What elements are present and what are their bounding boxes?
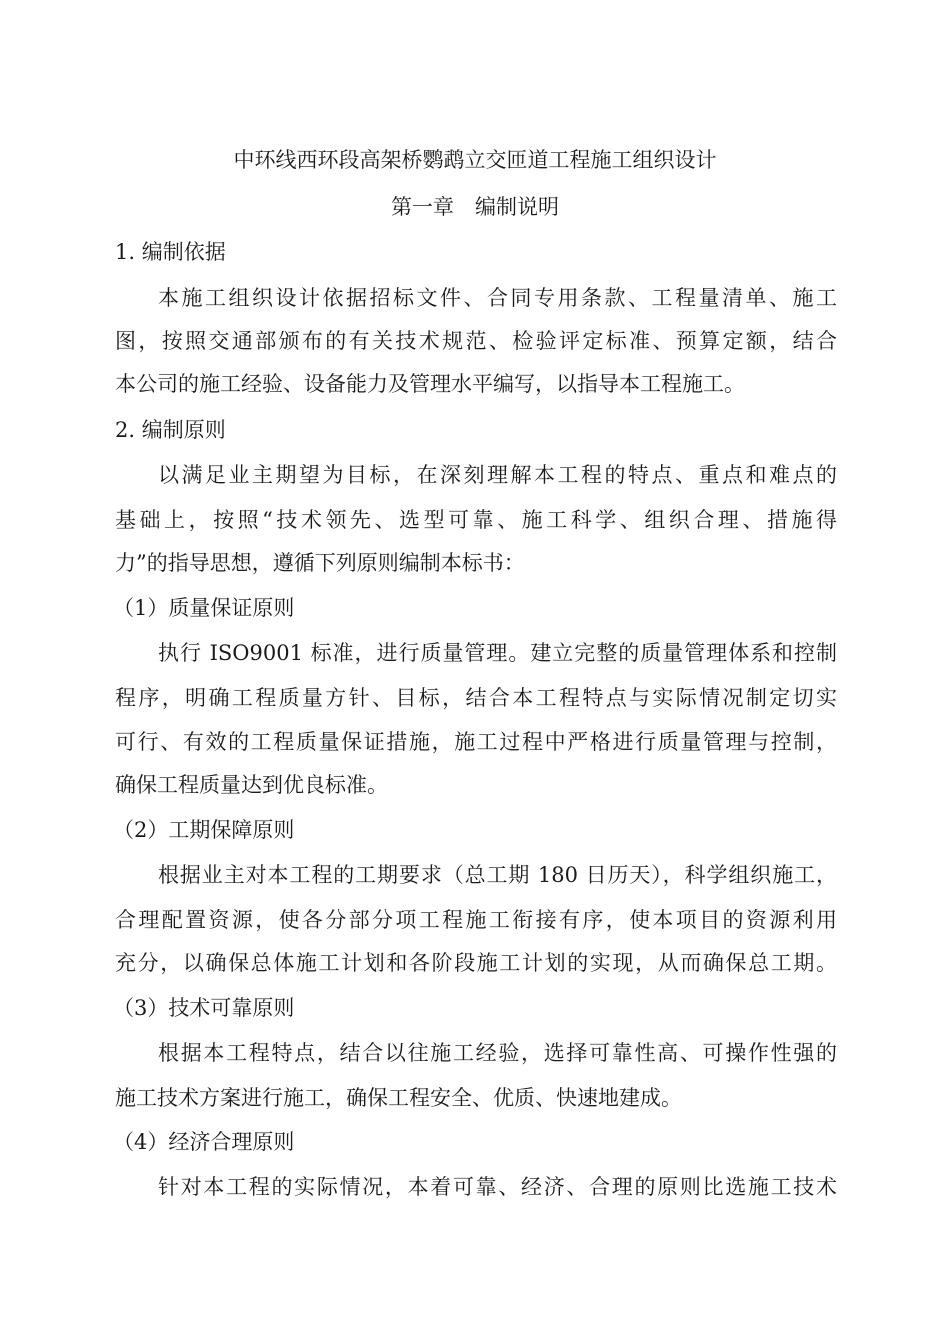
principle-heading: （4）经济合理原则 (113, 1130, 295, 1154)
chapter-heading: 第一章 编制说明 (391, 195, 559, 219)
section-heading: 2. 编制原则 (115, 418, 226, 442)
principle-heading: （3）技术可靠原则 (113, 996, 295, 1020)
paragraph-line: 充分，以确保总体施工计划和各阶段施工计划的实现，从而确保总工期。 (115, 951, 837, 975)
paragraph-line: 力”的指导思想，遵循下列原则编制本标书： (115, 551, 525, 575)
paragraph-line: 本施工组织设计依据招标文件、合同专用条款、工程量清单、施工 (158, 286, 837, 310)
paragraph-line: 针对本工程的实际情况，本着可靠、经济、合理的原则比选施工技术 (158, 1175, 837, 1199)
document-title: 中环线西环段高架桥鹦鹉立交匝道工程施工组织设计 (233, 148, 717, 172)
section-heading: 1. 编制依据 (115, 240, 226, 264)
principle-heading: （1）质量保证原则 (113, 596, 295, 620)
paragraph-line: 确保工程质量达到优良标准。 (115, 773, 388, 797)
paragraph-line: 程序，明确工程质量方针、目标，结合本工程特点与实际情况制定切实 (115, 686, 837, 710)
paragraph-line: 图，按照交通部颁布的有关技术规范、检验评定标准、预算定额，结合 (115, 329, 837, 353)
paragraph-line: 根据本工程特点，结合以往施工经验，选择可靠性高、可操作性强的 (158, 1041, 837, 1065)
paragraph-line: 以满足业主期望为目标，在深刻理解本工程的特点、重点和难点的 (158, 463, 837, 487)
paragraph-line: 施工技术方案进行施工，确保工程安全、优质、快速地建成。 (115, 1086, 682, 1110)
principle-heading: （2）工期保障原则 (113, 818, 295, 842)
paragraph-line: 本公司的施工经验、设备能力及管理水平编写，以指导本工程施工。 (115, 372, 745, 396)
paragraph-line: 执行 ISO9001 标准，进行质量管理。建立完整的质量管理体系和控制 (158, 641, 837, 665)
paragraph-line: 合理配置资源，使各分部分项工程施工衔接有序，使本项目的资源利用 (115, 908, 837, 932)
paragraph-line: 可行、有效的工程质量保证措施，施工过程中严格进行质量管理与控制， (115, 730, 837, 754)
paragraph-line: 根据业主对本工程的工期要求（总工期 180 日历天），科学组织施工， (158, 863, 837, 887)
paragraph-line: 基础上，按照“技术领先、选型可靠、施工科学、组织合理、措施得 (115, 508, 837, 532)
